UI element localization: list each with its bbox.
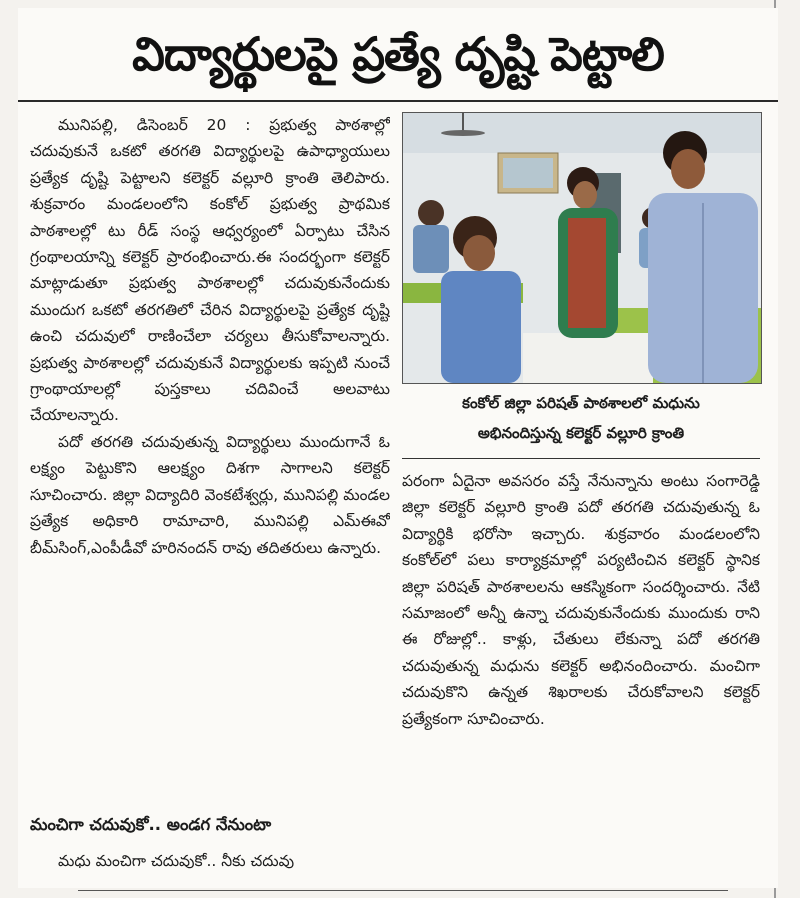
bottom-rule xyxy=(78,890,728,891)
right-column xyxy=(402,468,760,878)
subheading-text: మధు మంచిగా చదువుకో.. నీకు చదువు xyxy=(58,852,295,870)
headline: విద్యార్థులపై ప్రత్యే దృష్టి పెట్టాలి xyxy=(132,27,664,81)
subheading-text-column xyxy=(30,848,390,878)
news-photo xyxy=(402,112,762,384)
left-column xyxy=(30,112,390,807)
paragraph-2: పదో తరగతి చదువుతున్న విద్యార్థులు ముందుగానే ఓ లక్ష్యం పెట్టుకొని ఆలక్ష్యం దిశగా సాగాలని కలెక్టర్ సూచించారు. జిల్లా విద్యాదిరి వెంకటేశ్వర్లు, మునిపల్లి మండల ప్రత్యేక అధికారి రామాచారి, మునిపల్లి ఎమ్ఈవో బీమ్‌సింగ్,ఎంపీడీవో హరినందన్ రావు తదితరులు ఉన్నారు. xyxy=(30,432,390,557)
caption-line-1: కంకోల్ జిల్లా పరిషత్ పాఠశాలలో మధును xyxy=(462,394,700,412)
paragraph-1: మునిపల్లి, డిసెంబర్ 20 : ప్రభుత్వ పాఠశాల్లో చదువుకునే ఒకటో తరగతి విద్యార్థులపై ఉపాధ్యాయులు ప్రత్యేక దృష్టి పెట్టాలని కలెక్టర్ వల్లూరి క్రాంతి తెలిపారు. శుక్రవారం మండలంలోని కంకోల్ ప్రభుత్వ ప్రాథమిక పాఠశాలల్లో టు రీడ్ సంస్థ ఆధ్వర్యంలో ఏర్పాటు చేసిన గ్రంథాలయాన్ని కలెక్టర్ ప్రారంభించారు.ఈ సందర్భంగా కలెక్టర్ మాట్లాడుతూ ప్రభుత్వ పాఠశాలల్లో చదువుకునేందుకు ముందుగ ఒకటో తరగతిలో చేరిన విద్యార్థులపై ప్రత్యేక దృష్టి ఉంచి చదువులో రాణించేలా చర్యలు తీసుకోవాలన్నారు. ప్రభుత్వ పాఠశాలల్లో చదువుకునే విద్యార్థులకు ఇప్పటి నుంచే గ్రాంథాయాలల్లో పుస్తకాలు చదివించే అలవాటు చేయాలన్నారు. xyxy=(30,116,390,425)
classroom-photo-illustration xyxy=(403,113,761,383)
headline-rule xyxy=(18,100,778,102)
caption-line-2: అభినందిస్తున్న కలెక్టర్ వల్లూరి క్రాంతి xyxy=(477,424,685,442)
photo-caption xyxy=(402,388,760,459)
newspaper-clipping xyxy=(18,8,778,888)
right-column-paragraph: పరంగా ఏదైనా అవసరం వస్తే నేనున్నాను అంటు సంగారెడ్డి జిల్లా కలెక్టర్ వల్లూరి క్రాంతి పదో తరగతి చదువుతున్న ఓ విద్యార్థికి భరోసా ఇచ్చారు. శుక్రవారం మండలంలోని కంకోల్‌లో పలు కార్యాక్రమాల్లో పర్యటించిన కలెక్టర్ స్థానిక జిల్లా పరిషత్ పాఠశాలలను ఆకస్మికంగా సందర్శించారు. నేటి సమాజంలో అన్నీ ఉన్నా చదువుకునేందుకు ముందుకు రాని ఈ రోజుల్లో.. కాళ్లు, చేతులు లేకున్నా పదో తరగతి చదువుతున్న మధును కలెక్టర్ అభినందించారు. మంచిగా చదువుకొని ఉన్నత శిఖరాలకు చేరుకోవాలని కలెక్టర్ ప్రత్యేకంగా సూచించారు. xyxy=(402,472,760,728)
subheading: మంచిగా చదువుకో.. అండగ నేనుంటా xyxy=(30,815,272,834)
